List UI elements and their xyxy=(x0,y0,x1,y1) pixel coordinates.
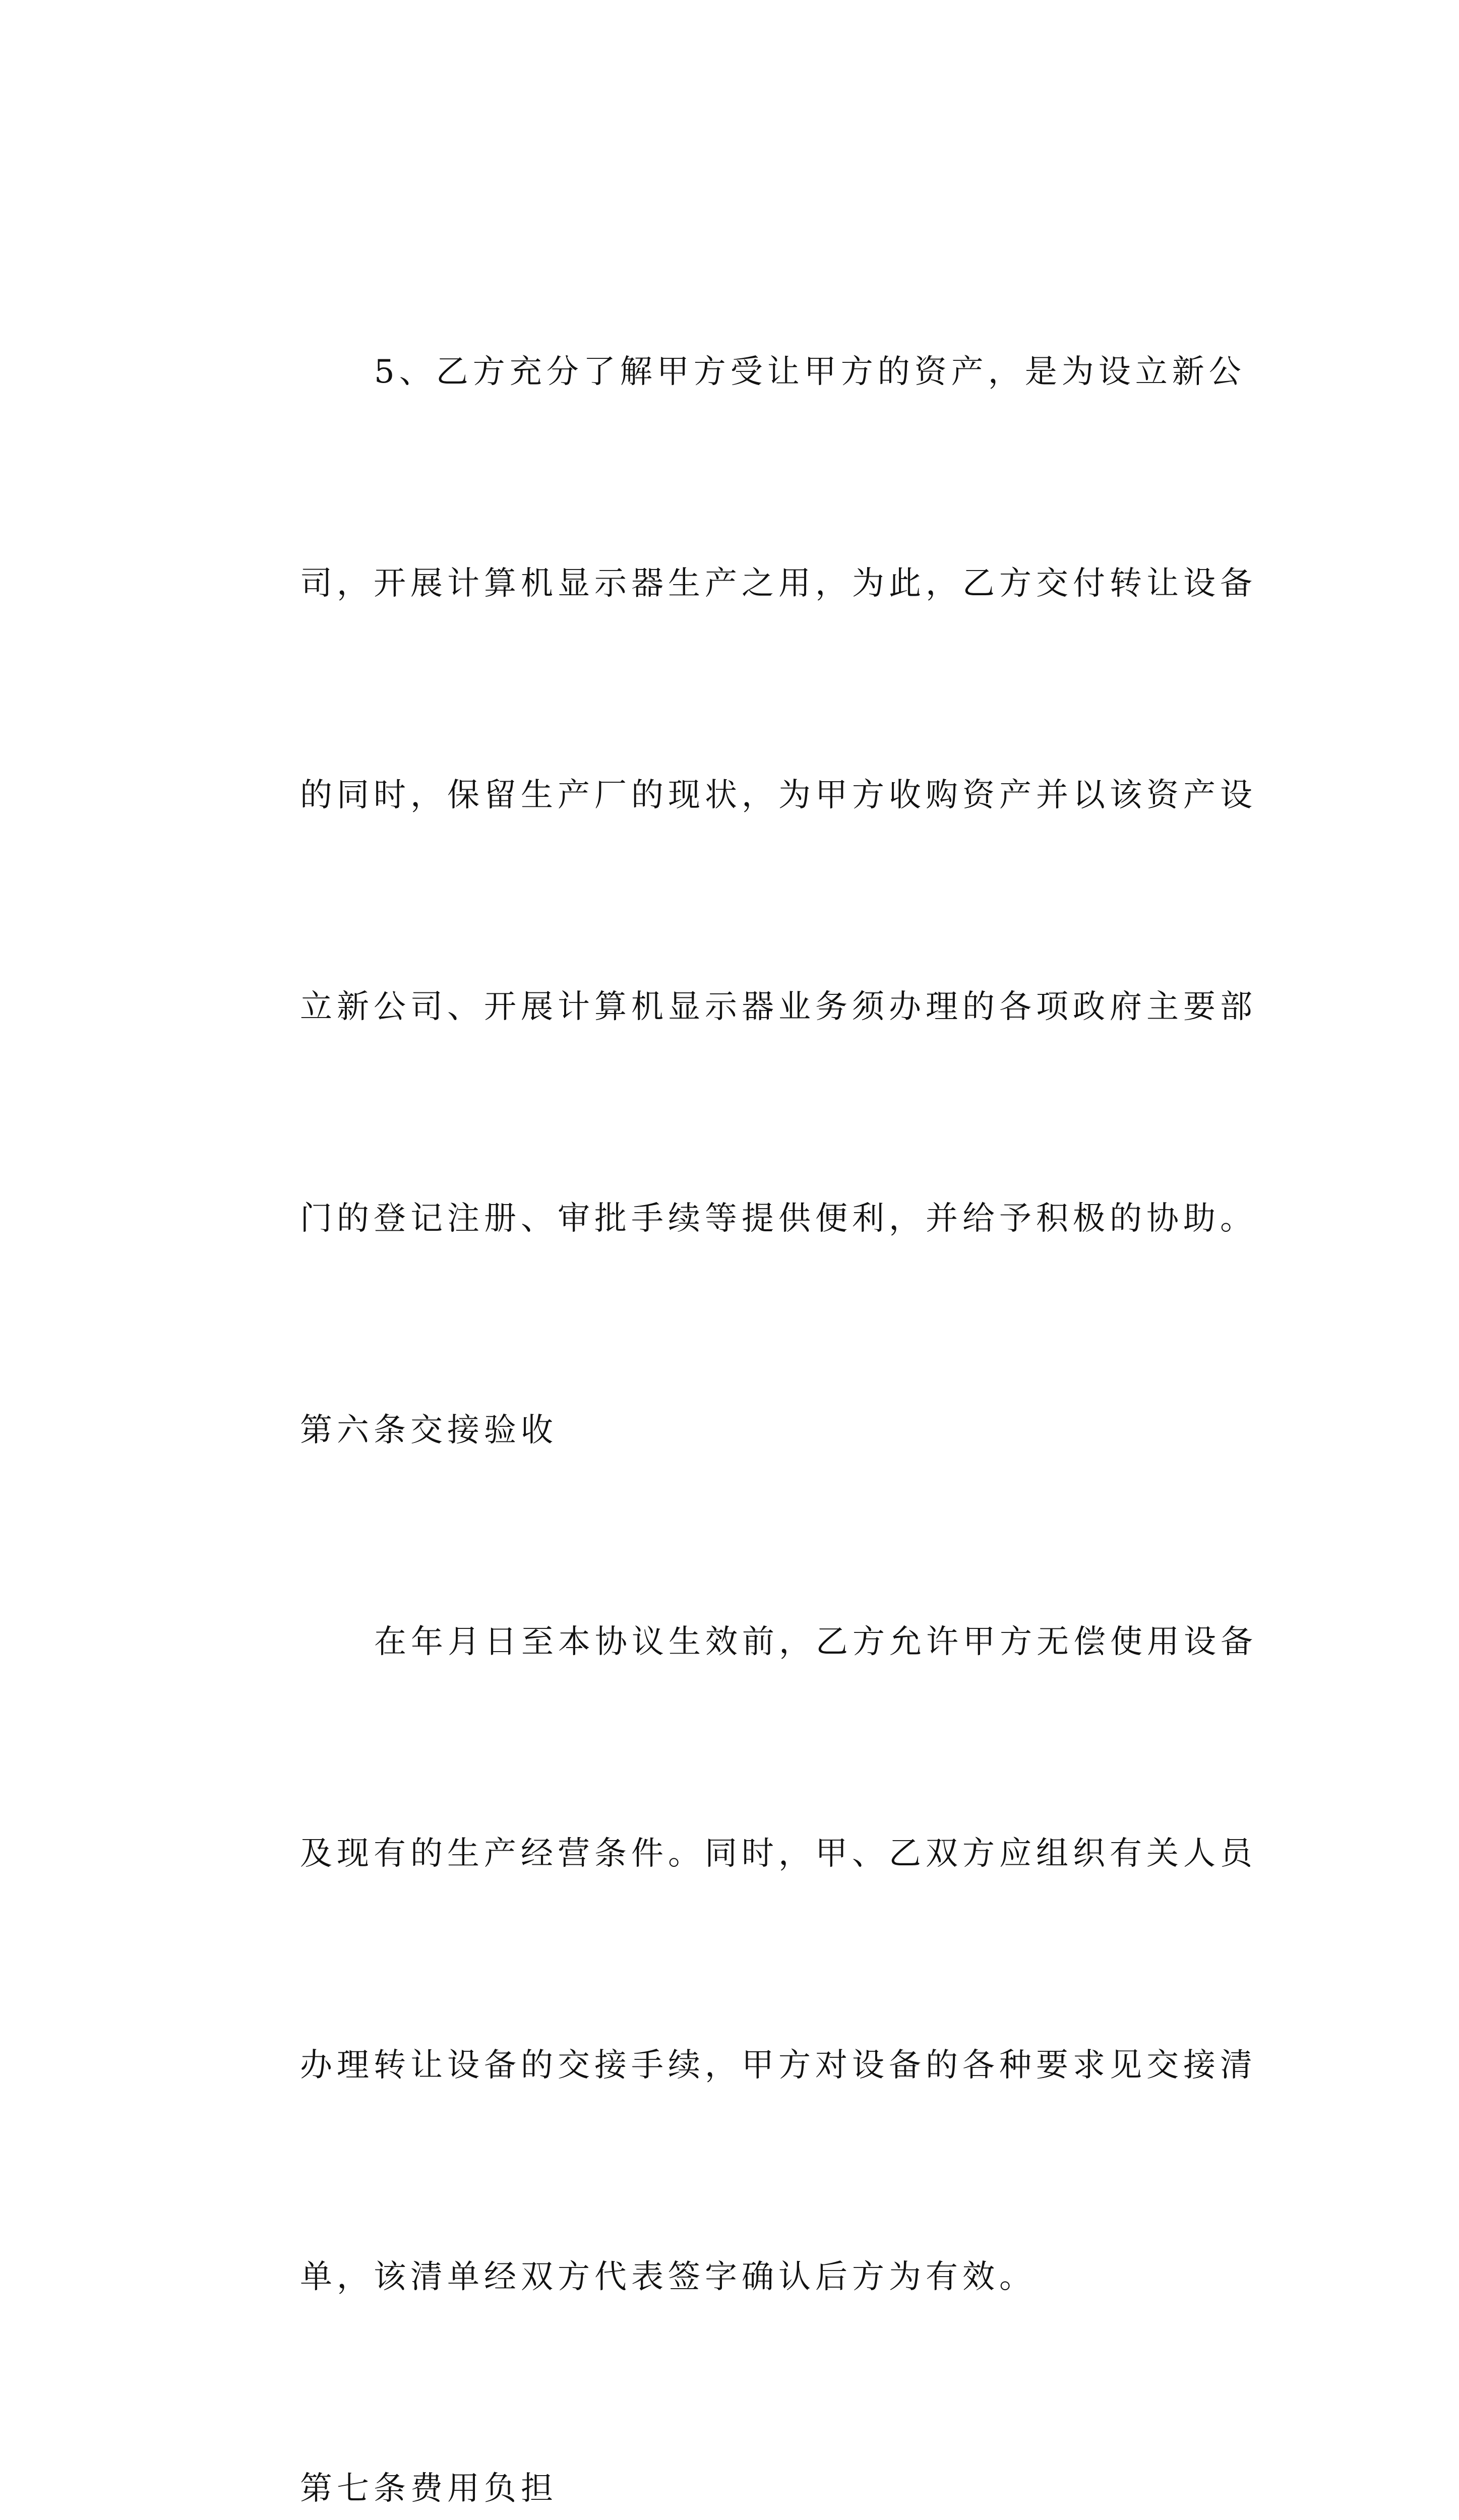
text-line: 司，开展计算机显示器生产之用，为此，乙方交付转让设备 xyxy=(300,565,1257,602)
paragraph-handover xyxy=(226,1466,1257,2453)
paragraph-clause-5 xyxy=(226,196,1257,1395)
document-body xyxy=(226,196,1257,2520)
text-line: 及现有的生产经营条件。同时，甲、乙双方应组织有关人员 xyxy=(300,1835,1257,1872)
text-line: 单，该清单经双方代表签字确认后方为有效。 xyxy=(300,2258,1036,2296)
text-line: 的同时，保留生产厂的现状，为甲方收购资产并以该资产设 xyxy=(300,777,1257,814)
text-line: 5、乙方充分了解甲方受让甲方的资产，是为设立新公 xyxy=(374,353,1246,391)
text-line: 办理转让设备的交接手续，甲方对设备的各种要求见交接清 xyxy=(300,2047,1257,2084)
text-line: 门的登记注册、审批手续等提供便利，并给予积极的协助。 xyxy=(300,1200,1257,1237)
text-line: 立新公司、开展计算机显示器业务须办理的各项政府主要部 xyxy=(300,988,1257,1026)
section-heading-article-6: 第六条交接验收 xyxy=(300,1412,558,1449)
section-heading-article-7: 第七条费用负担 xyxy=(300,2470,558,2507)
text-line: 在年月日至本协议生效前，乙方允许甲方无偿使用设备 xyxy=(374,1623,1257,1661)
